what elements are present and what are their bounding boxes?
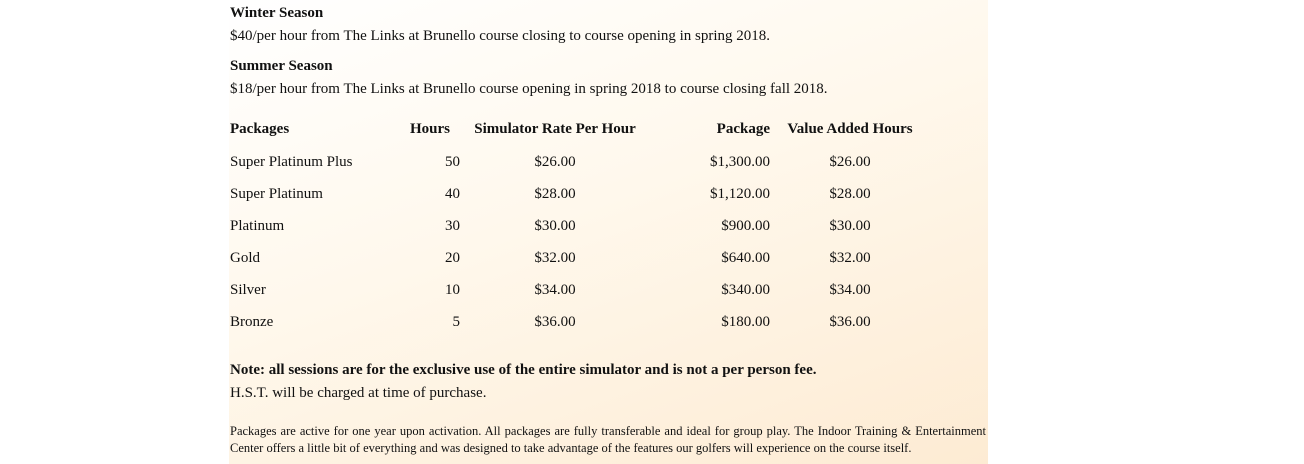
- note-text: Note: all sessions are for the exclusive use of the entire simulator and is not a per person fee.: [230, 362, 817, 378]
- header-packages: Packages: [230, 121, 290, 137]
- package-hours: 30: [445, 218, 460, 234]
- table-row: [230, 274, 930, 306]
- package-name: Gold: [230, 250, 260, 266]
- winter-season-heading: Winter Season: [230, 5, 324, 21]
- winter-season-text: $40/per hour from The Links at Brunello course closing to course opening in spring 2018.: [230, 28, 771, 44]
- table-row: [230, 242, 930, 274]
- header-hours: Hours: [409, 121, 450, 137]
- header-value-added-hours: Value Added Hours: [787, 121, 913, 137]
- package-name: Super Platinum Plus: [230, 154, 353, 170]
- package-name: Super Platinum: [230, 186, 323, 202]
- package-name: Silver: [230, 282, 266, 298]
- package-rate: $36.00: [534, 314, 576, 330]
- package-rate: $30.00: [534, 218, 576, 234]
- table-row: [230, 178, 930, 210]
- package-value-added: $36.00: [829, 314, 871, 330]
- package-rate: $32.00: [534, 250, 576, 266]
- pricing-panel: [229, 0, 988, 464]
- package-price: $340.00: [721, 282, 770, 298]
- header-simulator-rate: Simulator Rate Per Hour: [474, 121, 636, 137]
- packages-table: [230, 120, 930, 338]
- hst-text: H.S.T. will be charged at time of purchase.: [230, 385, 487, 401]
- package-value-added: $34.00: [829, 282, 871, 298]
- summer-season-heading: Summer Season: [230, 58, 333, 74]
- package-price: $180.00: [721, 314, 770, 330]
- package-value-added: $32.00: [829, 250, 871, 266]
- table-row: [230, 146, 930, 178]
- table-row: [230, 210, 930, 242]
- package-price: $640.00: [721, 250, 770, 266]
- package-hours: 20: [445, 250, 460, 266]
- header-package: Package: [716, 121, 770, 137]
- package-hours: 5: [452, 314, 460, 330]
- package-hours: 50: [445, 154, 460, 170]
- summer-season-text: $18/per hour from The Links at Brunello course opening in spring 2018 to course closing fall 2018.: [230, 81, 828, 97]
- package-name: Bronze: [230, 314, 274, 330]
- footer-description: Packages are active for one year upon activation. All packages are fully transferable and ideal for group play. The Indoor Training & Entertainment Center offers a little bit of everything and was designed to take advantage of the features our golfers will experience on the course itself.: [230, 424, 986, 455]
- package-price: $900.00: [721, 218, 770, 234]
- package-price: $1,300.00: [710, 154, 770, 170]
- package-hours: 10: [445, 282, 460, 298]
- package-value-added: $30.00: [829, 218, 871, 234]
- table-row: [230, 306, 930, 338]
- table-header-row: [230, 120, 930, 146]
- package-price: $1,120.00: [710, 186, 770, 202]
- package-value-added: $28.00: [829, 186, 871, 202]
- package-rate: $26.00: [534, 154, 576, 170]
- package-value-added: $26.00: [829, 154, 871, 170]
- package-name: Platinum: [230, 218, 285, 234]
- package-hours: 40: [445, 186, 460, 202]
- package-rate: $28.00: [534, 186, 576, 202]
- package-rate: $34.00: [534, 282, 576, 298]
